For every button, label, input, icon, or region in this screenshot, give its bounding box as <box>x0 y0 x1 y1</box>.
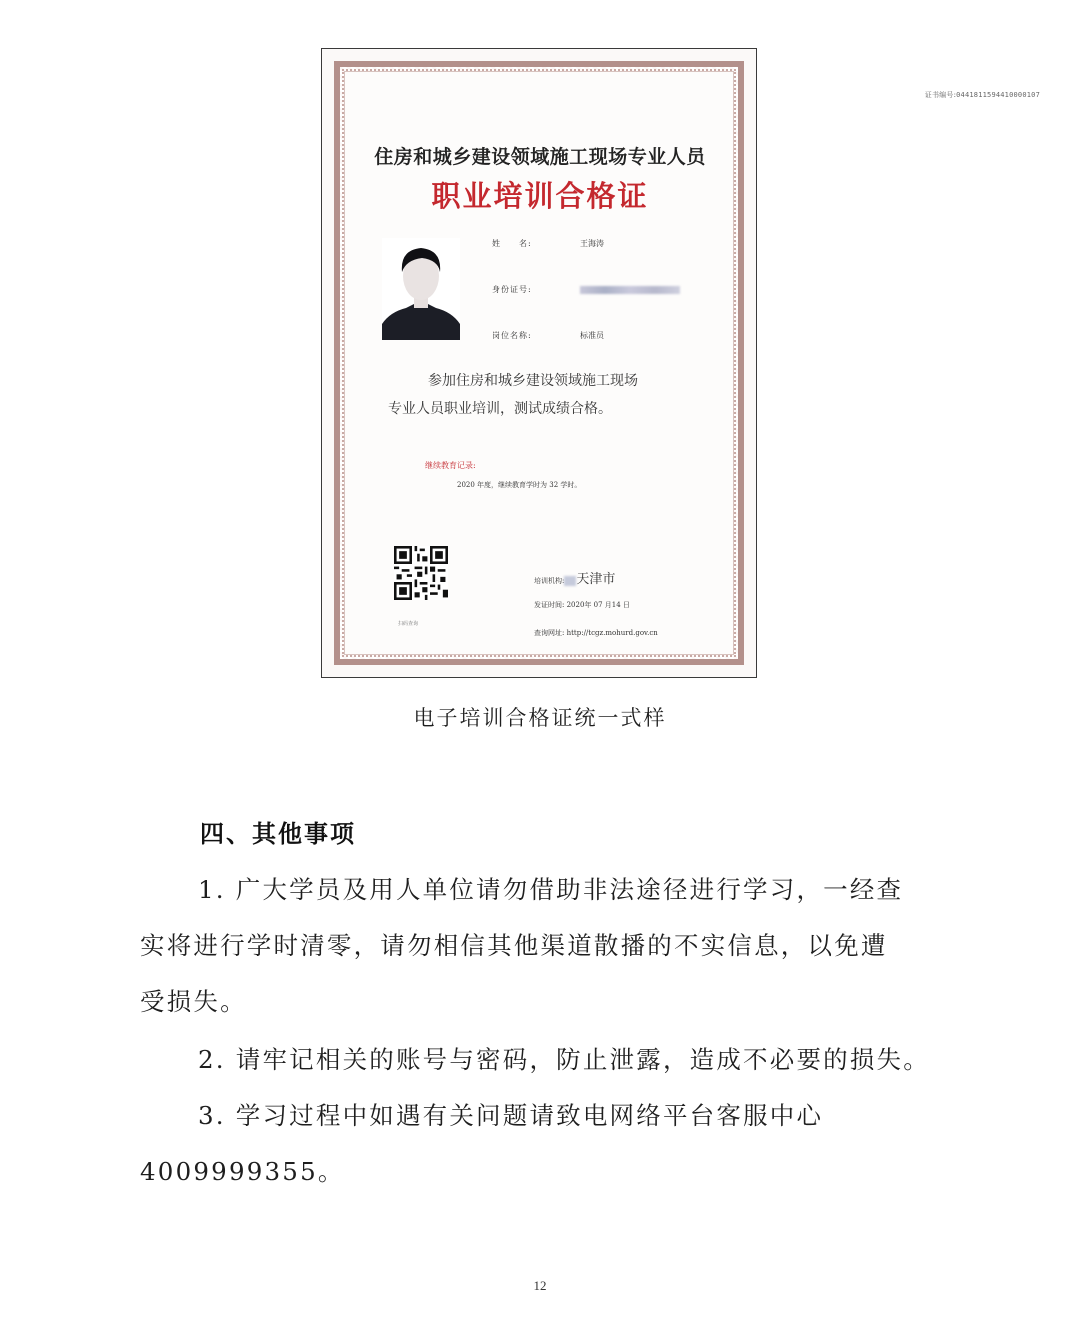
continuing-education-label: 继续教育记录: <box>425 461 476 470</box>
redacted-id <box>580 286 680 294</box>
item-1: 1. 广大学员及用人单位请勿借助非法途径进行学习，一经查 实将进行学时清零，请勿相信其他渠道散播的不实信息，以免遭 受损失。 <box>140 875 904 1016</box>
item-2: 2. 请牢记相关的账号与密码，防止泄露，造成不必要的损失。 <box>198 1045 930 1074</box>
field-name: 姓 名: 王海涛 <box>492 239 604 248</box>
page-number: 12 <box>533 1278 547 1293</box>
qr-caption: 扫码查询 <box>398 621 419 627</box>
holder-photo <box>382 238 460 340</box>
certificate-title: 职业培训合格证 <box>431 179 649 213</box>
continuing-education-text: 2020 年度，继续教育学时为 32 学时。 <box>457 481 582 489</box>
certificate-heading: 住房和城乡建设领域施工现场专业人员 <box>374 146 706 168</box>
certificate-number: 证书编号:0441811594410000107 <box>924 91 1040 99</box>
field-id-number: 身份证号: <box>492 284 680 295</box>
field-position: 岗位名称: 标准员 <box>492 331 604 340</box>
issuer-line: 培训机构: 天津市 <box>534 572 616 587</box>
qr-code <box>394 546 448 600</box>
redacted-issuer <box>564 576 576 586</box>
section-heading: 四、其他事项 <box>200 819 356 848</box>
query-url-line: 查询网址: http://tcgz.mohurd.gov.cn <box>534 629 658 637</box>
figure-caption: 电子培训合格证统一式样 <box>413 706 667 730</box>
issue-date-line: 发证时间: 2020年 07 月14 日 <box>534 601 630 609</box>
item-3: 3. 学习过程中如遇有关问题请致电网络平台客服中心 4009999355。 <box>140 1101 824 1186</box>
